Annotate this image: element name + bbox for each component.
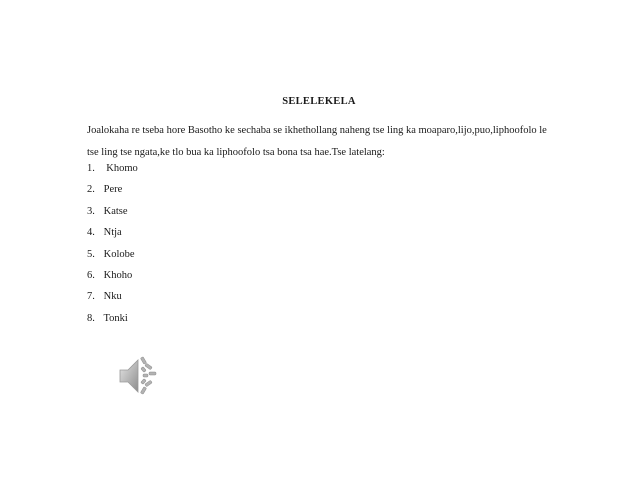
list-item — [87, 162, 138, 183]
list-number: 5. — [87, 248, 95, 260]
list-item — [87, 290, 138, 311]
list-label: Katse — [103, 205, 128, 217]
list-number: 4. — [87, 227, 95, 239]
list-item — [87, 312, 138, 333]
list-label: Nku — [103, 291, 122, 303]
list-number: 3. — [87, 205, 95, 217]
list-label: Tonki — [103, 312, 128, 324]
list-number: 8. — [87, 312, 95, 324]
intro-paragraph: Joalokaha re tseba hore Basotho ke sechaba se ikhethollang naheng tse ling ka moaparo,lijo,puo,liphoofolo le tse ling tse ngata,ke tlo bua ka liphoofolo tsa bona tsa hae.Tse latelang: — [87, 125, 547, 158]
list-item — [87, 269, 138, 290]
list-item — [87, 205, 138, 226]
speaker-icon[interactable] — [116, 352, 164, 400]
list-label: Khomo — [103, 163, 138, 174]
list-label: Ntja — [103, 227, 122, 239]
animal-list — [87, 162, 138, 333]
list-label: Khoho — [103, 269, 133, 281]
list-label: Kolobe — [103, 248, 135, 260]
list-number: 2. — [87, 184, 95, 196]
list-item — [87, 183, 138, 204]
list-item — [87, 226, 138, 247]
list-number: 7. — [87, 291, 95, 303]
page-title: SELELEKELA — [282, 96, 356, 107]
list-label: Pere — [103, 184, 123, 196]
list-number: 6. — [87, 269, 95, 281]
list-item — [87, 248, 138, 269]
list-number: 1. — [87, 163, 95, 174]
